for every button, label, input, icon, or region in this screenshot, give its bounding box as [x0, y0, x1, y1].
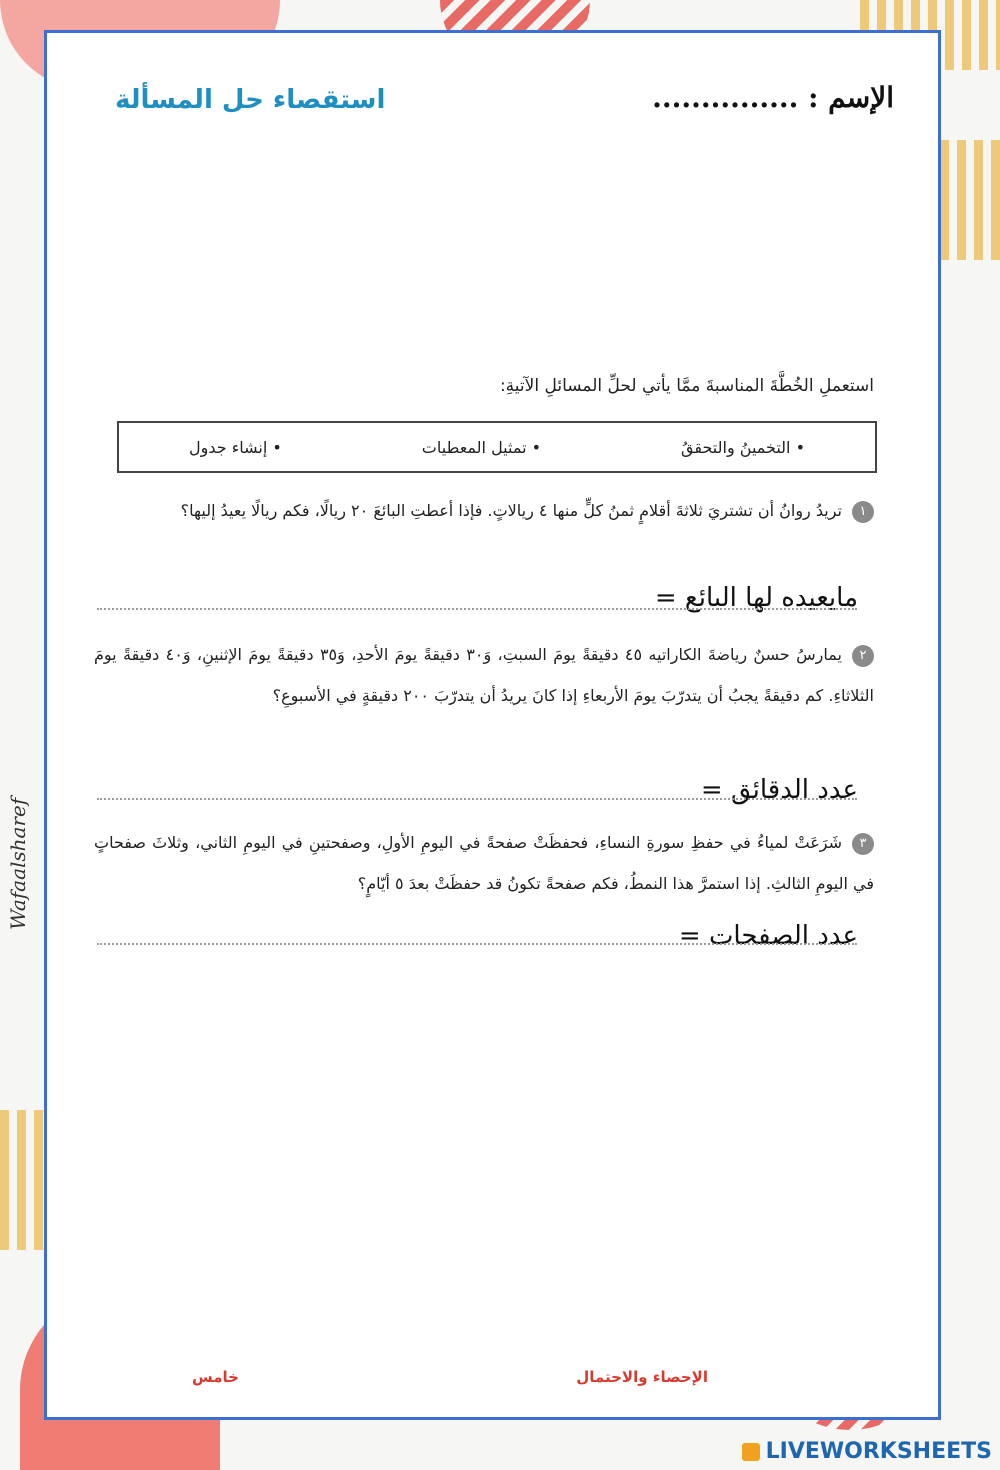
question-1 [94, 491, 874, 532]
name-field-label: الإسم : ............... [652, 81, 894, 114]
answer-label-2: عدد الدقائق = [700, 775, 858, 805]
footer-grade: خامس [192, 1368, 239, 1386]
answer-label-3: عدد الصفحات = [678, 921, 858, 951]
question-text: يمارسُ حسنٌ رياضةَ الكاراتيه ٤٥ دقيقةً يومَ السبتِ، وَ٣٠ دقيقةً يومَ الأحدِ، وَ٣٥ دقيقةً يومَ الإثنينِ، وَ٤٠ دقيقةً يومَ الثلاثاءِ. كم دقيقةً يجبُ أن يتدرّبَ يومَ الأربعاءِ إذا كانَ يريدُ أن يتدرّبَ ٢٠٠ دقيقةٍ في الأسبوعِ؟ [94, 645, 874, 705]
question-number: ٢ [852, 645, 874, 667]
liveworksheets-icon [742, 1443, 760, 1461]
brand-logo[interactable] [742, 1439, 992, 1464]
question-number: ٣ [852, 833, 874, 855]
strategy-box [117, 421, 877, 473]
question-2 [94, 635, 874, 717]
answer-input-2[interactable] [97, 798, 857, 800]
footer-subject: الإحصاء والاحتمال [576, 1368, 708, 1386]
strategy-item: • تمثيل المعطيات [422, 438, 541, 457]
brand-text: LIVEWORKSHEETS [765, 1439, 992, 1464]
strategy-item: • إنشاء جدول [189, 438, 282, 457]
signature: Wafaalsharef [6, 797, 30, 930]
answer-label-1: مايعيده لها البائع = [654, 583, 858, 613]
answer-input-1[interactable] [97, 608, 857, 610]
page-title: استقصاء حل المسألة [115, 85, 386, 115]
decor-stripes-left-bottom [0, 1110, 44, 1250]
answer-input-3[interactable] [97, 943, 857, 945]
instruction: استعملِ الخُطَّةَ المناسبةَ ممَّا يأتي لحلِّ المسائلِ الآتيةِ: [499, 376, 874, 396]
strategy-item: • التخمينُ والتحققُ [681, 438, 805, 457]
worksheet-page [44, 30, 941, 1420]
question-number: ١ [852, 501, 874, 523]
question-text: تريدُ روانُ أن تشتريَ ثلاثةَ أقلامٍ ثمنُ كلٍّ منها ٤ ريالاتٍ. فإذا أعطتِ البائعَ ٢٠ ريالًا، فكم ريالًا يعيدُ إليها؟ [180, 501, 842, 520]
question-3 [94, 823, 874, 905]
decor-stripes-right [940, 140, 1000, 260]
question-text: شَرَعَتْ لمياءُ في حفظِ سورةِ النساءِ، فحفظَتْ صفحةً في اليومِ الأولِ، وصفحتينِ في اليومِ الثاني، وثلاثَ صفحاتٍ في اليومِ الثالثِ. إذا استمرَّ هذا النمطُ، فكم صفحةً تكونُ قد حفظَتْ بعدَ ٥ أيّامٍ؟ [94, 833, 874, 893]
